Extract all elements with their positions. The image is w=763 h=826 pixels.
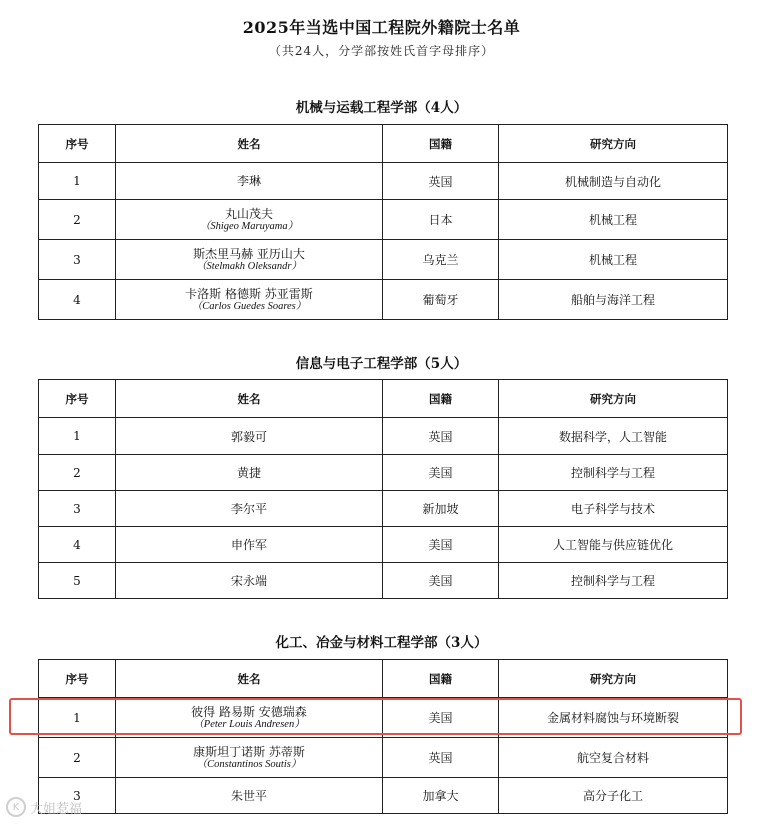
cell-name (116, 163, 383, 200)
cell-name: 黄捷 (116, 455, 383, 491)
cell-field: 电子科学与技术 (499, 491, 728, 527)
cell-name: 李尔平 (116, 491, 383, 527)
cell-field: 人工智能与供应链优化 (499, 527, 728, 563)
cell-no: 2 (39, 738, 116, 778)
table-row (39, 280, 728, 320)
page-title: 2025年当选中国工程院外籍院士名单 (242, 18, 521, 37)
name-en: （Peter Louis Andresen） (193, 718, 305, 730)
cell-no: 2 (39, 455, 116, 491)
table-row (39, 698, 728, 738)
cell-field: 航空复合材料 (499, 738, 728, 778)
cell-nationality: 美国 (383, 455, 499, 491)
name-zh: 彼得 路易斯 安德瑞森 (191, 704, 307, 719)
header-name: 姓名 (116, 380, 383, 418)
section-title-chemical: 化工、冶金与材料工程学部（3人） (275, 635, 488, 651)
cell-no: 2 (39, 200, 116, 240)
name-zh: 卡洛斯 格德斯 苏亚雷斯 (185, 286, 313, 301)
table-row (39, 738, 728, 778)
header-nationality: 国籍 (383, 660, 499, 698)
table-row (39, 778, 728, 814)
cell-field: 控制科学与工程 (499, 563, 728, 599)
page-subtitle: （共24人，分学部按姓氏首字母排序） (268, 44, 495, 58)
header-field: 研究方向 (499, 125, 728, 163)
cell-name (116, 698, 383, 738)
section-title-mechanical: 机械与运载工程学部（4人） (295, 100, 468, 116)
cell-nationality: 英国 (383, 738, 499, 778)
cell-nationality: 乌克兰 (383, 240, 499, 280)
cell-field: 高分子化工 (499, 778, 728, 814)
cell-name: 郭毅可 (116, 418, 383, 455)
cell-field: 数据科学，人工智能 (499, 418, 728, 455)
name-zh: 斯杰里马赫 亚历山大 (193, 246, 305, 261)
header-field: 研究方向 (499, 380, 728, 418)
table-row (39, 163, 728, 200)
cell-field: 船舶与海洋工程 (499, 280, 728, 320)
cell-name (116, 738, 383, 778)
name-zh: 康斯坦丁诺斯 苏蒂斯 (193, 744, 305, 759)
cell-no: 4 (39, 527, 116, 563)
cell-no: 4 (39, 280, 116, 320)
table-row (39, 563, 728, 599)
cell-name (116, 280, 383, 320)
header-field: 研究方向 (499, 660, 728, 698)
section-title-information: 信息与电子工程学部（5人） (295, 356, 468, 372)
cell-nationality: 美国 (383, 563, 499, 599)
name-zh: 丸山茂夫 (224, 206, 273, 221)
cell-nationality: 葡萄牙 (383, 280, 499, 320)
cell-no: 1 (39, 418, 116, 455)
cell-name: 申作军 (116, 527, 383, 563)
cell-field: 金属材料腐蚀与环境断裂 (499, 698, 728, 738)
header-no: 序号 (39, 660, 116, 698)
cell-nationality: 加拿大 (383, 778, 499, 814)
table-row (39, 200, 728, 240)
watermark (6, 797, 82, 817)
cell-no: 3 (39, 778, 116, 814)
header-no: 序号 (39, 125, 116, 163)
table-chemical (38, 659, 728, 814)
cell-field: 机械工程 (499, 240, 728, 280)
cell-nationality: 日本 (383, 200, 499, 240)
header-no: 序号 (39, 380, 116, 418)
cell-nationality: 美国 (383, 698, 499, 738)
cell-name (116, 200, 383, 240)
name-en: （Shigeo Maruyama） (199, 220, 299, 232)
cell-no: 1 (39, 163, 116, 200)
cell-name: 宋永端 (116, 563, 383, 599)
name-zh: 李琳 (236, 174, 261, 188)
cell-no: 3 (39, 491, 116, 527)
cell-no: 3 (39, 240, 116, 280)
name-en: （Constantinos Soutis） (196, 758, 302, 770)
table-row (39, 240, 728, 280)
cell-name: 朱世平 (116, 778, 383, 814)
header-nationality: 国籍 (383, 125, 499, 163)
table-row (39, 418, 728, 455)
table-mechanical (38, 124, 728, 320)
cell-nationality: 英国 (383, 163, 499, 200)
header-nationality: 国籍 (383, 380, 499, 418)
watermark-text: 大姐惹福 (30, 801, 83, 817)
name-en: （Carlos Guedes Soares） (191, 300, 307, 312)
cell-field: 机械制造与自动化 (499, 163, 728, 200)
cell-name (116, 240, 383, 280)
header-name: 姓名 (116, 125, 383, 163)
cell-field: 机械工程 (499, 200, 728, 240)
table-row (39, 527, 728, 563)
cell-no: 1 (39, 698, 116, 738)
cell-nationality: 美国 (383, 527, 499, 563)
header-name: 姓名 (116, 660, 383, 698)
cell-field: 控制科学与工程 (499, 455, 728, 491)
cell-nationality: 英国 (383, 418, 499, 455)
name-en: （Stelmakh Oleksandr） (196, 260, 302, 272)
cell-nationality: 新加坡 (383, 491, 499, 527)
cell-no: 5 (39, 563, 116, 599)
table-row (39, 491, 728, 527)
table-information (38, 379, 728, 599)
table-row (39, 455, 728, 491)
watermark-logo-icon: K (6, 797, 26, 817)
